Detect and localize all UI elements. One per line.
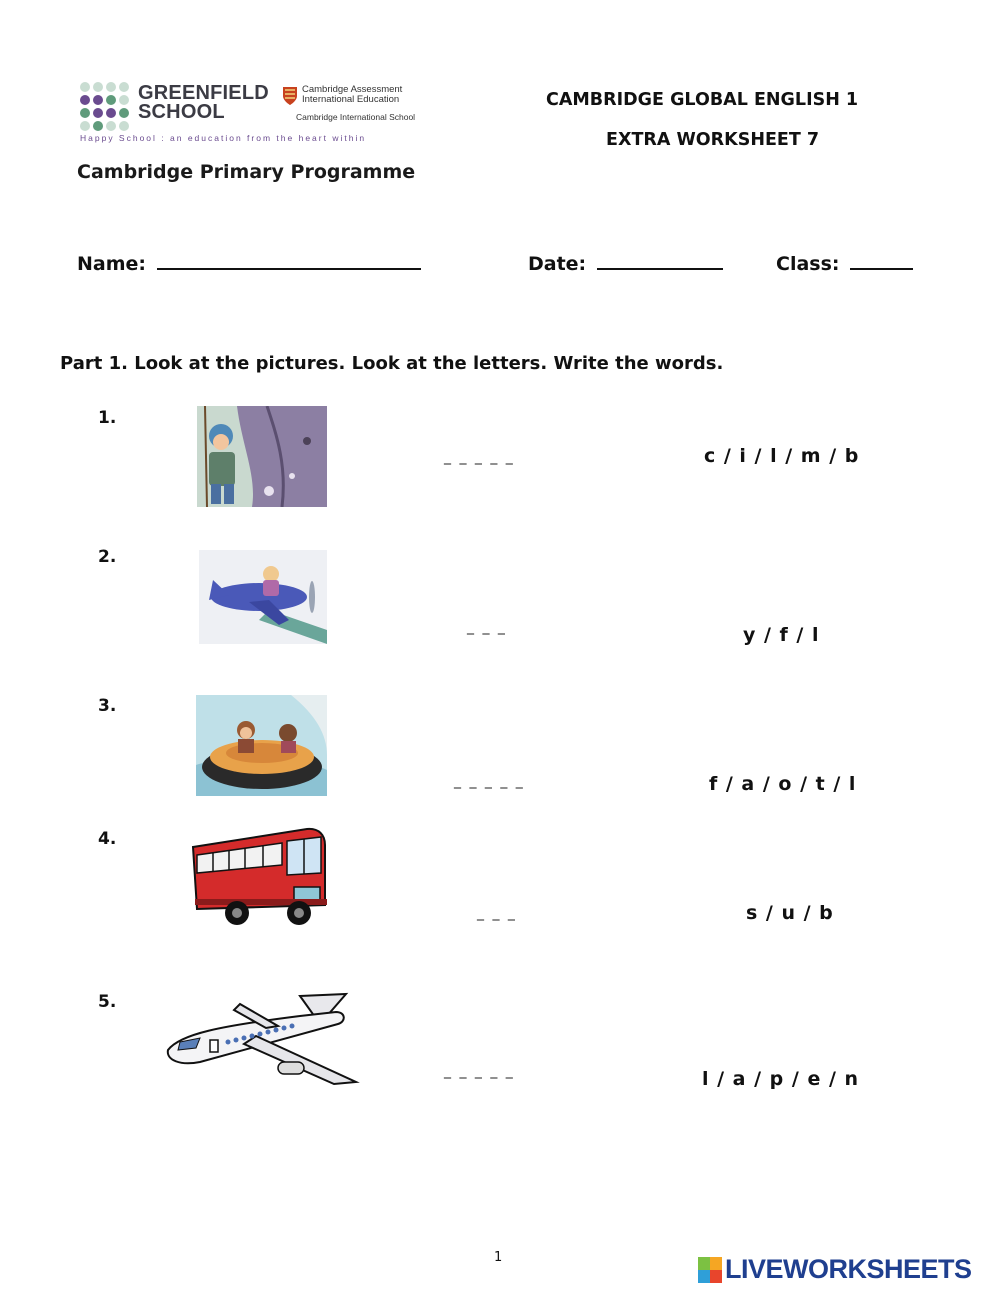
climbing-child-icon <box>197 406 327 507</box>
item-5-blanks[interactable]: _ _ _ _ _ <box>444 1063 515 1079</box>
date-input-line[interactable] <box>597 252 723 270</box>
item-3-blanks[interactable]: _ _ _ _ _ <box>454 773 525 789</box>
programme-title: Cambridge Primary Programme <box>77 161 416 183</box>
item-2-number: 2. <box>98 547 117 567</box>
name-field[interactable] <box>77 252 421 275</box>
item-2-blanks[interactable]: _ _ _ <box>467 619 507 635</box>
item-1-blanks[interactable]: _ _ _ _ _ <box>444 449 515 465</box>
worksheet-title: CAMBRIDGE GLOBAL ENGLISH 1 <box>546 90 859 110</box>
cambridge-shield-icon <box>282 86 298 106</box>
airplane-icon <box>160 990 360 1090</box>
liveworksheets-logo[interactable] <box>698 1254 972 1285</box>
item-5-letters: l / a / p / e / n <box>702 1068 860 1090</box>
class-input-line[interactable] <box>850 252 913 270</box>
school-name-line2: SCHOOL <box>138 101 225 123</box>
item-5-number: 5. <box>98 992 117 1012</box>
school-name <box>138 84 269 122</box>
cambridge-assessment-text <box>302 85 402 105</box>
date-label: Date: <box>528 253 587 275</box>
liveworksheets-brand: LIVEWORKSHEETS <box>725 1254 972 1284</box>
item-4-number: 4. <box>98 829 117 849</box>
name-label: Name: <box>77 253 147 275</box>
item-3-letters: f / a / o / t / l <box>709 773 857 795</box>
school-tagline: Happy School : an education from the heart within <box>80 133 367 143</box>
item-3-number: 3. <box>98 696 117 716</box>
cambridge-sub-text: Cambridge International School <box>296 112 416 122</box>
item-2-letters: y / f / l <box>743 624 820 646</box>
bus-icon <box>187 825 330 929</box>
part1-instruction: Part 1. Look at the pictures. Look at the letters. Write the words. <box>60 353 724 374</box>
item-1-number: 1. <box>98 408 117 428</box>
class-label: Class: <box>776 253 840 275</box>
liveworksheets-blocks-icon <box>698 1257 722 1283</box>
name-input-line[interactable] <box>157 252 421 270</box>
cambridge-line2: International Education <box>302 94 400 105</box>
item-4-letters: s / u / b <box>746 902 834 924</box>
school-logo-dots-icon <box>80 82 130 130</box>
item-1-letters: c / i / l / m / b <box>704 445 860 467</box>
floating-raft-icon <box>196 695 327 796</box>
school-name-line1: GREENFIELD <box>138 82 269 104</box>
worksheet-subtitle: EXTRA WORKSHEET 7 <box>606 130 820 150</box>
class-field[interactable] <box>776 252 913 275</box>
date-field[interactable] <box>528 252 723 275</box>
cambridge-line1: Cambridge Assessment <box>302 84 403 95</box>
page-number: 1 <box>494 1250 503 1265</box>
item-4-blanks[interactable]: _ _ _ <box>477 905 517 921</box>
toy-plane-ride-icon <box>199 550 327 644</box>
